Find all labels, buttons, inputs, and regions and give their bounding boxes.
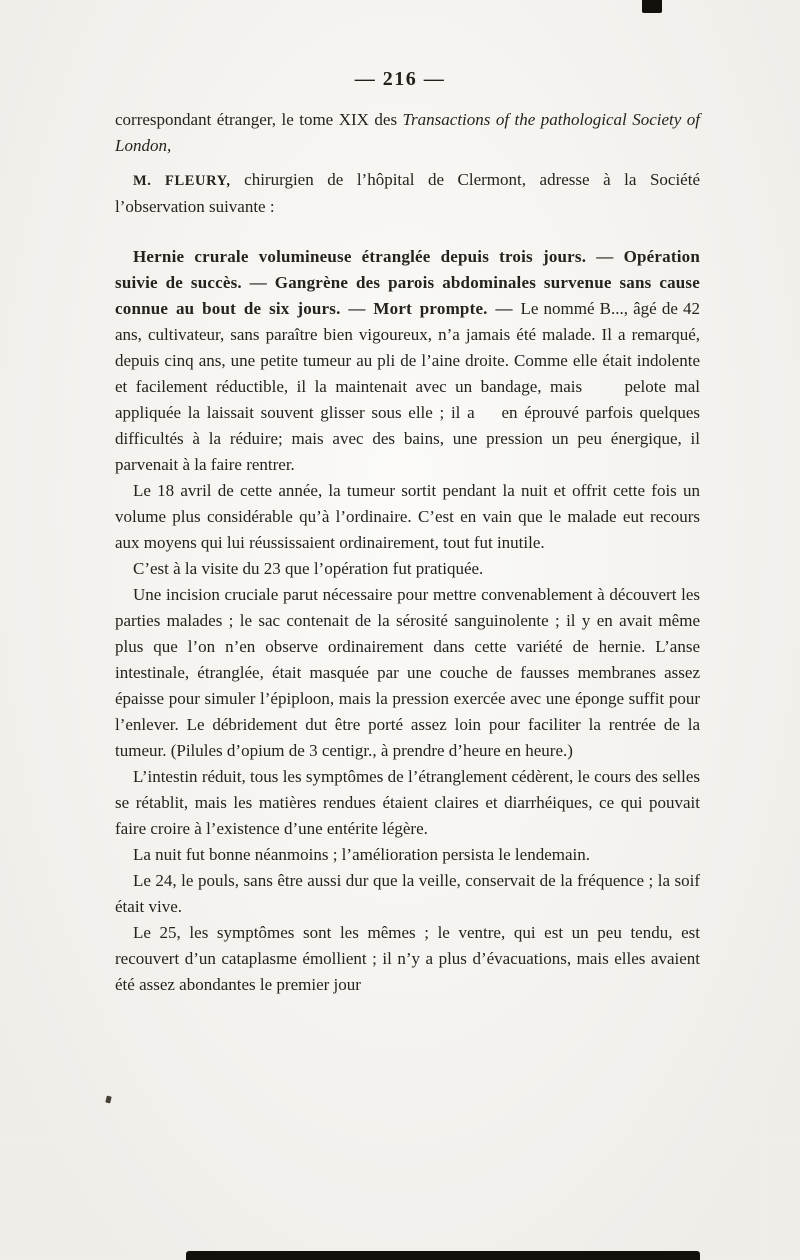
paragraph-case-heading [115, 244, 700, 478]
paragraph-case-4: Une incision cruciale parut nécessaire pour mettre convenablement à découvert les parties malades ; le sac contenait de la sérosité sanguinolente ; il y en avait même plus que l’on n’en observe ordinairement dans cette variété de hernie. L’anse intestinale, étranglée, était masquée par une couche de fausses membranes assez épaisse pour simuler l’épiploon, mais la pression exercée avec une éponge suffit pour l’enlever. Le débridement dut être porté assez loin pour faciliter la rentrée de la tumeur. (Pilules d’opium de 3 centigr., à prendre d’heure en heure.) [115, 585, 700, 760]
paragraph-case-5: L’intestin réduit, tous les symptômes de l’étranglement cédèrent, le cours des selles se rétablit, mais les matières rendues étaient claires et diarrhéiques, ce qui pouvait faire croire à l’existence d’une entérite légère. [115, 767, 700, 838]
paragraph-case-2: Le 18 avril de cette année, la tumeur sortit pendant la nuit et offrit cette fois un volume plus considérable qu’à l’ordinaire. C’est en vain que le malade eut recours aux moyens qui lui réussissaient ordinairement, tout fut inutile. [115, 481, 700, 552]
paragraph-fleury [115, 167, 700, 220]
paragraph-case-8: Le 25, les symptômes sont les mêmes ; le ventre, qui est un peu tendu, est recouvert d’un cataplasme émollient ; il n’y a plus d’évacuations, mais elles avaient été assez abondantes le premier jour [115, 923, 700, 994]
author-name-run: M. FLEURY, [133, 173, 231, 189]
text-run: Le nommé B..., âgé de 42 ans, cultivateur, sans paraître bien vigoureux, n’a jamais été malade. Il a remarqué, depuis cinq ans, une petite tumeur au pli de l’aine droite. Comme elle était indolente et facilement réductible, il la maintenait avec un bandage, mais pelote mal appliquée la laissait souvent glisser sous elle ; il a en éprouvé parfois quelques difficultés à la réduire; mais avec des bains, une pression un peu énergique, il parvenait à la faire rentrer. [115, 299, 700, 474]
paragraph-case-3: C’est à la visite du 23 que l’opération fut pratiquée. [133, 559, 484, 578]
paragraph-case-6: La nuit fut bonne néanmoins ; l’amélioration persista le lendemain. [133, 845, 590, 864]
scan-artifact-bottom [186, 1251, 700, 1260]
page-number: — 216 — [354, 68, 446, 90]
text-run: chirurgien de l’hôpital de Clermont, adresse à la Société l’observation suivante : [115, 170, 700, 216]
italic-title-run: Transactions of the pathological Society of London, [115, 110, 700, 155]
text-run: correspondant étranger, le tome XIX des [115, 110, 403, 129]
paragraph-case-7: Le 24, le pouls, sans être aussi dur que la veille, conservait de la fréquence ; la soif était vive. [115, 871, 700, 916]
case-title-bold-run: Hernie crurale volumineuse étranglée depuis trois jours. — Opération suivie de succès. — Gangrène des parois abdominales survenue sans cause connue au bout de six jours. — Mort prompte. — [115, 247, 700, 318]
scan-artifact-top [642, 0, 662, 13]
paragraph-continuation [115, 107, 700, 159]
scan-artifact-speck [105, 1095, 112, 1103]
page-content [0, 91, 800, 998]
